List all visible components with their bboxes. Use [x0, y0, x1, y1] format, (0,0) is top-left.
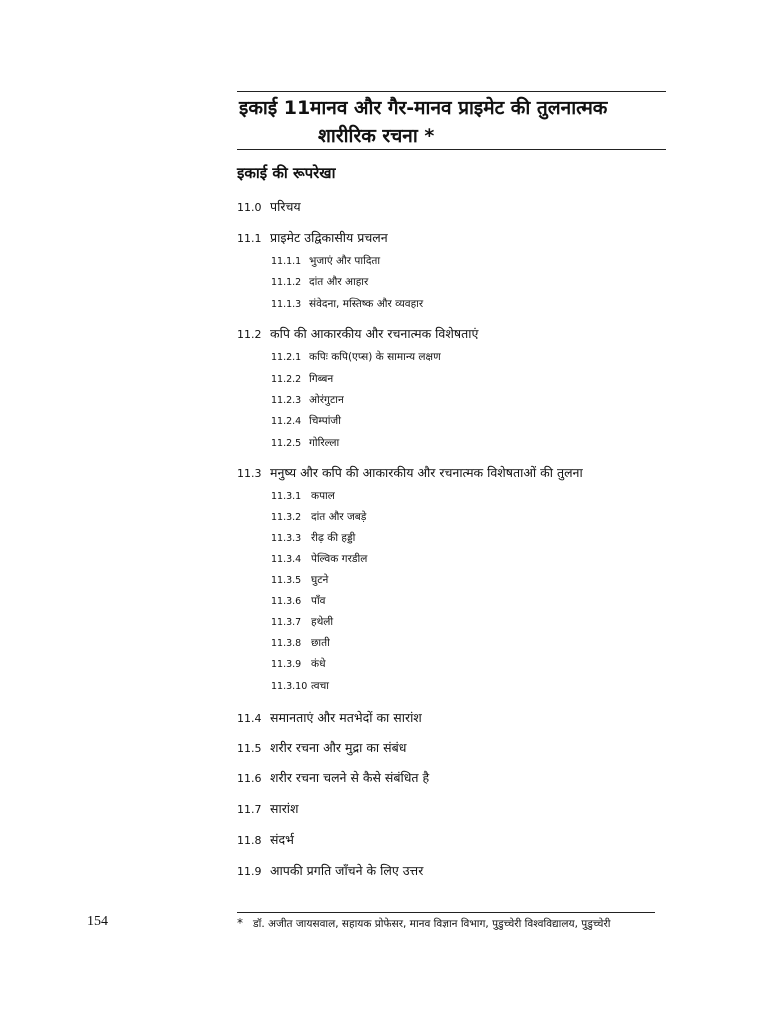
outline-subitem: [271, 487, 335, 506]
subsection-number: 11.1.1: [271, 256, 302, 267]
subsection-number: 11.3.1: [271, 491, 302, 502]
outline-item: [237, 709, 422, 728]
subsection-title: घुटने: [311, 574, 329, 586]
section-title: समानताएं और मतभेदों का सारांश: [270, 710, 422, 725]
outline-subitem: [271, 434, 339, 453]
section-title: सारांश: [270, 801, 299, 816]
outline-item: [237, 862, 423, 881]
section-title: मनुष्य और कपि की आकारकीय और रचनात्मक विशेषताओं की तुलना: [270, 465, 583, 480]
title-top-rule: [237, 91, 666, 92]
unit-title-line-1: [239, 96, 607, 120]
outline-subitem: [271, 370, 333, 389]
outline-subitem: [271, 550, 367, 569]
page-number: 154: [87, 914, 108, 929]
outline-subitem: [271, 592, 326, 611]
subsection-title: हथेली: [311, 616, 334, 628]
section-title: शरीर रचना और मुद्रा का संबंध: [270, 740, 407, 755]
subsection-title: पेल्विक गरडील: [311, 553, 368, 565]
outline-heading: इकाई की रूपरेखा: [237, 164, 336, 182]
outline-item: [237, 831, 294, 850]
unit-label: इकाई 11: [239, 97, 311, 119]
subsection-number: 11.3.9: [271, 659, 302, 670]
outline-subitem: [271, 613, 333, 632]
subsection-title: दांत और जबड़े: [311, 511, 367, 523]
subsection-number: 11.3.4: [271, 554, 302, 565]
outline-subitem: [271, 655, 326, 674]
subsection-number: 11.2.5: [271, 438, 302, 449]
section-number: 11.6: [237, 772, 262, 785]
subsection-title: चिम्पांजी: [309, 415, 341, 427]
outline-subitem: [271, 412, 341, 431]
outline-item: [237, 464, 583, 483]
subsection-title: पाँव: [311, 595, 326, 607]
outline-subitem: [271, 252, 380, 271]
outline-item: [237, 325, 478, 344]
unit-title-text-1: मानव और गैर-मानव प्राइमेट की तुलनात्मक: [310, 97, 608, 119]
subsection-title: कपिः कपि(एप्स) के सामान्य लक्षण: [309, 351, 441, 363]
outline-subitem: [271, 508, 366, 527]
outline-subitem: [271, 391, 344, 410]
section-title: प्राइमेट उद्विकासीय प्रचलन: [270, 230, 388, 245]
outline-item: [237, 229, 388, 248]
subsection-number: 11.2.1: [271, 352, 302, 363]
subsection-title: छाती: [311, 637, 330, 649]
outline-subitem: [271, 295, 423, 314]
subsection-title: कपाल: [311, 490, 335, 502]
section-number: 11.7: [237, 803, 262, 816]
subsection-number: 11.3.5: [271, 575, 302, 586]
section-title: कपि की आकारकीय और रचनात्मक विशेषताएं: [270, 326, 479, 341]
subsection-number: 11.3.6: [271, 596, 302, 607]
subsection-title: संवेदना, मस्तिष्क और व्यवहार: [309, 298, 424, 310]
title-bottom-rule: [237, 149, 666, 150]
section-number: 11.3: [237, 467, 262, 480]
section-title: आपकी प्रगति जाँचने के लिए उत्तर: [270, 863, 424, 878]
subsection-number: 11.2.2: [271, 374, 302, 385]
section-number: 11.8: [237, 834, 262, 847]
outline-subitem: [271, 529, 355, 548]
section-number: 11.1: [237, 232, 262, 245]
outline-subitem: [271, 634, 330, 653]
outline-item: [237, 739, 406, 758]
unit-title-line-2: [318, 124, 434, 148]
outline-subitem: [271, 677, 329, 696]
section-title: संदर्भ: [270, 832, 294, 847]
subsection-title: त्वचा: [311, 680, 330, 692]
footnote: [237, 916, 611, 931]
footnote-marker: *: [237, 916, 243, 930]
outline-subitem: [271, 273, 368, 292]
subsection-number: 11.3.3: [271, 533, 302, 544]
unit-title-text-2: शारीरिक रचना *: [318, 125, 435, 147]
section-number: 11.2: [237, 328, 262, 341]
subsection-title: भुजाएं और पादिता: [309, 255, 381, 267]
outline-subitem: [271, 571, 328, 590]
subsection-title: रीढ़ की हड्डी: [311, 532, 356, 544]
subsection-title: ओरंगुटान: [309, 394, 344, 406]
subsection-number: 11.2.3: [271, 395, 302, 406]
subsection-title: दांत और आहार: [309, 276, 369, 288]
subsection-number: 11.1.2: [271, 277, 302, 288]
section-number: 11.9: [237, 865, 262, 878]
outline-item: [237, 800, 299, 819]
subsection-number: 11.2.4: [271, 416, 302, 427]
outline-item: [237, 198, 301, 217]
subsection-title: गिब्बन: [309, 373, 334, 385]
subsection-title: कंधे: [311, 658, 326, 670]
subsection-number: 11.1.3: [271, 299, 302, 310]
subsection-number: 11.3.2: [271, 512, 302, 523]
subsection-number: 11.3.8: [271, 638, 302, 649]
section-number: 11.4: [237, 712, 262, 725]
footnote-rule: [237, 912, 655, 913]
subsection-title: गोरिल्ला: [309, 437, 340, 449]
section-title: शरीर रचना चलने से कैसे संबंधित है: [270, 770, 430, 785]
section-title: परिचय: [270, 199, 301, 214]
subsection-number: 11.3.7: [271, 617, 302, 628]
footnote-text: डॉ. अजीत जायसवाल, सहायक प्रोफेसर, मानव विज्ञान विभाग, पुडुच्चेरी विश्वविद्यालय, पुडुच्चेरी: [253, 918, 611, 930]
subsection-number: 11.3.10: [271, 681, 308, 692]
outline-subitem: [271, 348, 441, 367]
outline-item: [237, 769, 429, 788]
section-number: 11.0: [237, 201, 262, 214]
section-number: 11.5: [237, 742, 262, 755]
